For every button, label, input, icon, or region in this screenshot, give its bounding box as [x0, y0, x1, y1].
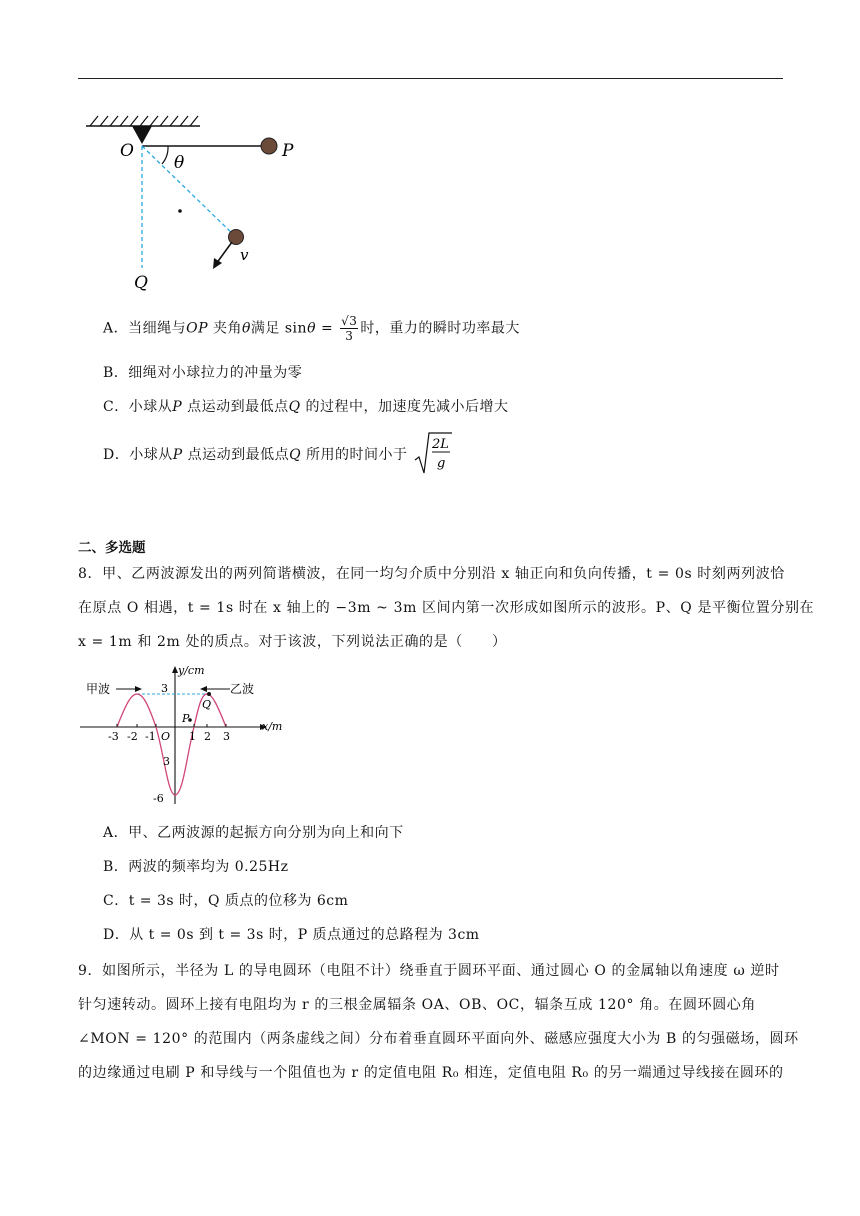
svg-text:P: P — [182, 712, 190, 725]
svg-text:O: O — [161, 730, 171, 743]
svg-text:g: g — [437, 456, 446, 471]
svg-text:1: 1 — [189, 730, 196, 743]
q9-line-4: 的边缘通过电刷 P 和导线与一个阻值也为 r 的定值电阻 R₀ 相连，定值电阻 R₀ 的另一端通过导线接在圆环的 — [78, 1065, 784, 1081]
svg-text:Q: Q — [202, 698, 212, 711]
label-p: P — [282, 141, 294, 161]
q7-option-c: C．小球从P 点运动到最低点Q 的过程中，加速度先减小后增大 — [103, 399, 509, 415]
label-v: v — [240, 246, 249, 264]
label-theta: θ — [174, 153, 185, 173]
wave-figure — [80, 662, 290, 807]
q9-line-3: ∠MON = 120° 的范围内（两条虚线之间）分布着垂直圆环平面向外、磁感应强度大小为 B 的匀强磁场，圆环 — [78, 1031, 799, 1047]
fraction-sqrt3-over-3: $\frac{√3}{3}$ — [341, 314, 358, 343]
q8-option-b: B．两波的频率均为 0.25Hz — [103, 859, 289, 875]
svg-text:x/m: x/m — [262, 720, 283, 733]
svg-text:3: 3 — [161, 682, 168, 695]
svg-text:甲波: 甲波 — [86, 682, 111, 696]
svg-text:-6: -6 — [153, 792, 164, 805]
ball-p — [261, 138, 277, 154]
svg-text:乙波: 乙波 — [230, 682, 255, 696]
svg-text:-3: -3 — [108, 730, 119, 743]
q9-line-1: 9．如图所示，半径为 L 的导电圆环（电阻不计）绕垂直于圆环平面、通过圆心 O 的金属轴以角速度 ω 逆时 — [78, 963, 780, 979]
header-rule — [78, 78, 783, 79]
label-o: O — [120, 141, 134, 161]
svg-text:-1: -1 — [145, 730, 156, 743]
q8-option-a: A．甲、乙两波源的起振方向分别为向上和向下 — [103, 825, 404, 841]
q8-line-2: 在原点 O 相遇，t = 1s 时在 x 轴上的 −3m ~ 3m 区间内第一次形成如图所示的波形。P、Q 是平衡位置分别在 — [78, 600, 815, 616]
svg-text:y/cm: y/cm — [178, 664, 205, 677]
section-title: 二、多选题 — [78, 540, 146, 556]
ball-moving — [229, 230, 244, 245]
pendulum-figure — [80, 108, 320, 298]
q7-option-a: A．当细绳与OP 夹角θ满足 sinθ = $\frac{√3}{3}$ 时，重力的瞬时功率最大 — [103, 314, 520, 343]
q8-line-3: x = 1m 和 2m 处的质点。对于该波，下列说法正确的是（ ） — [78, 634, 507, 650]
svg-text:3: 3 — [223, 730, 230, 743]
svg-text:2L: 2L — [432, 437, 449, 452]
q7-option-b: B．细绳对小球拉力的冲量为零 — [103, 365, 303, 381]
q8-line-1: 8．甲、乙两波源发出的两列简谐横波，在同一均匀介质中分别沿 x 轴正向和负向传播，t = 0s 时刻两列波恰 — [78, 566, 785, 582]
q8-option-d: D．从 t = 0s 到 t = 3s 时，P 质点通过的总路程为 3cm — [103, 927, 480, 943]
svg-text:-2: -2 — [127, 730, 138, 743]
svg-text:2: 2 — [204, 730, 211, 743]
q9-line-2: 针匀速转动。圆环上接有电阻均为 r 的三根金属辐条 OA、OB、OC，辐条互成 120° 角。在圆环圆心角 — [78, 997, 757, 1013]
sqrt-2l-over-g — [414, 430, 454, 476]
q7-option-d: D．小球从P 点运动到最低点Q 所用的时间小于 — [103, 447, 408, 463]
q8-option-c: C．t = 3s 时，Q 质点的位移为 6cm — [103, 893, 349, 909]
svg-text:3: 3 — [163, 755, 170, 768]
label-q: Q — [134, 273, 148, 293]
